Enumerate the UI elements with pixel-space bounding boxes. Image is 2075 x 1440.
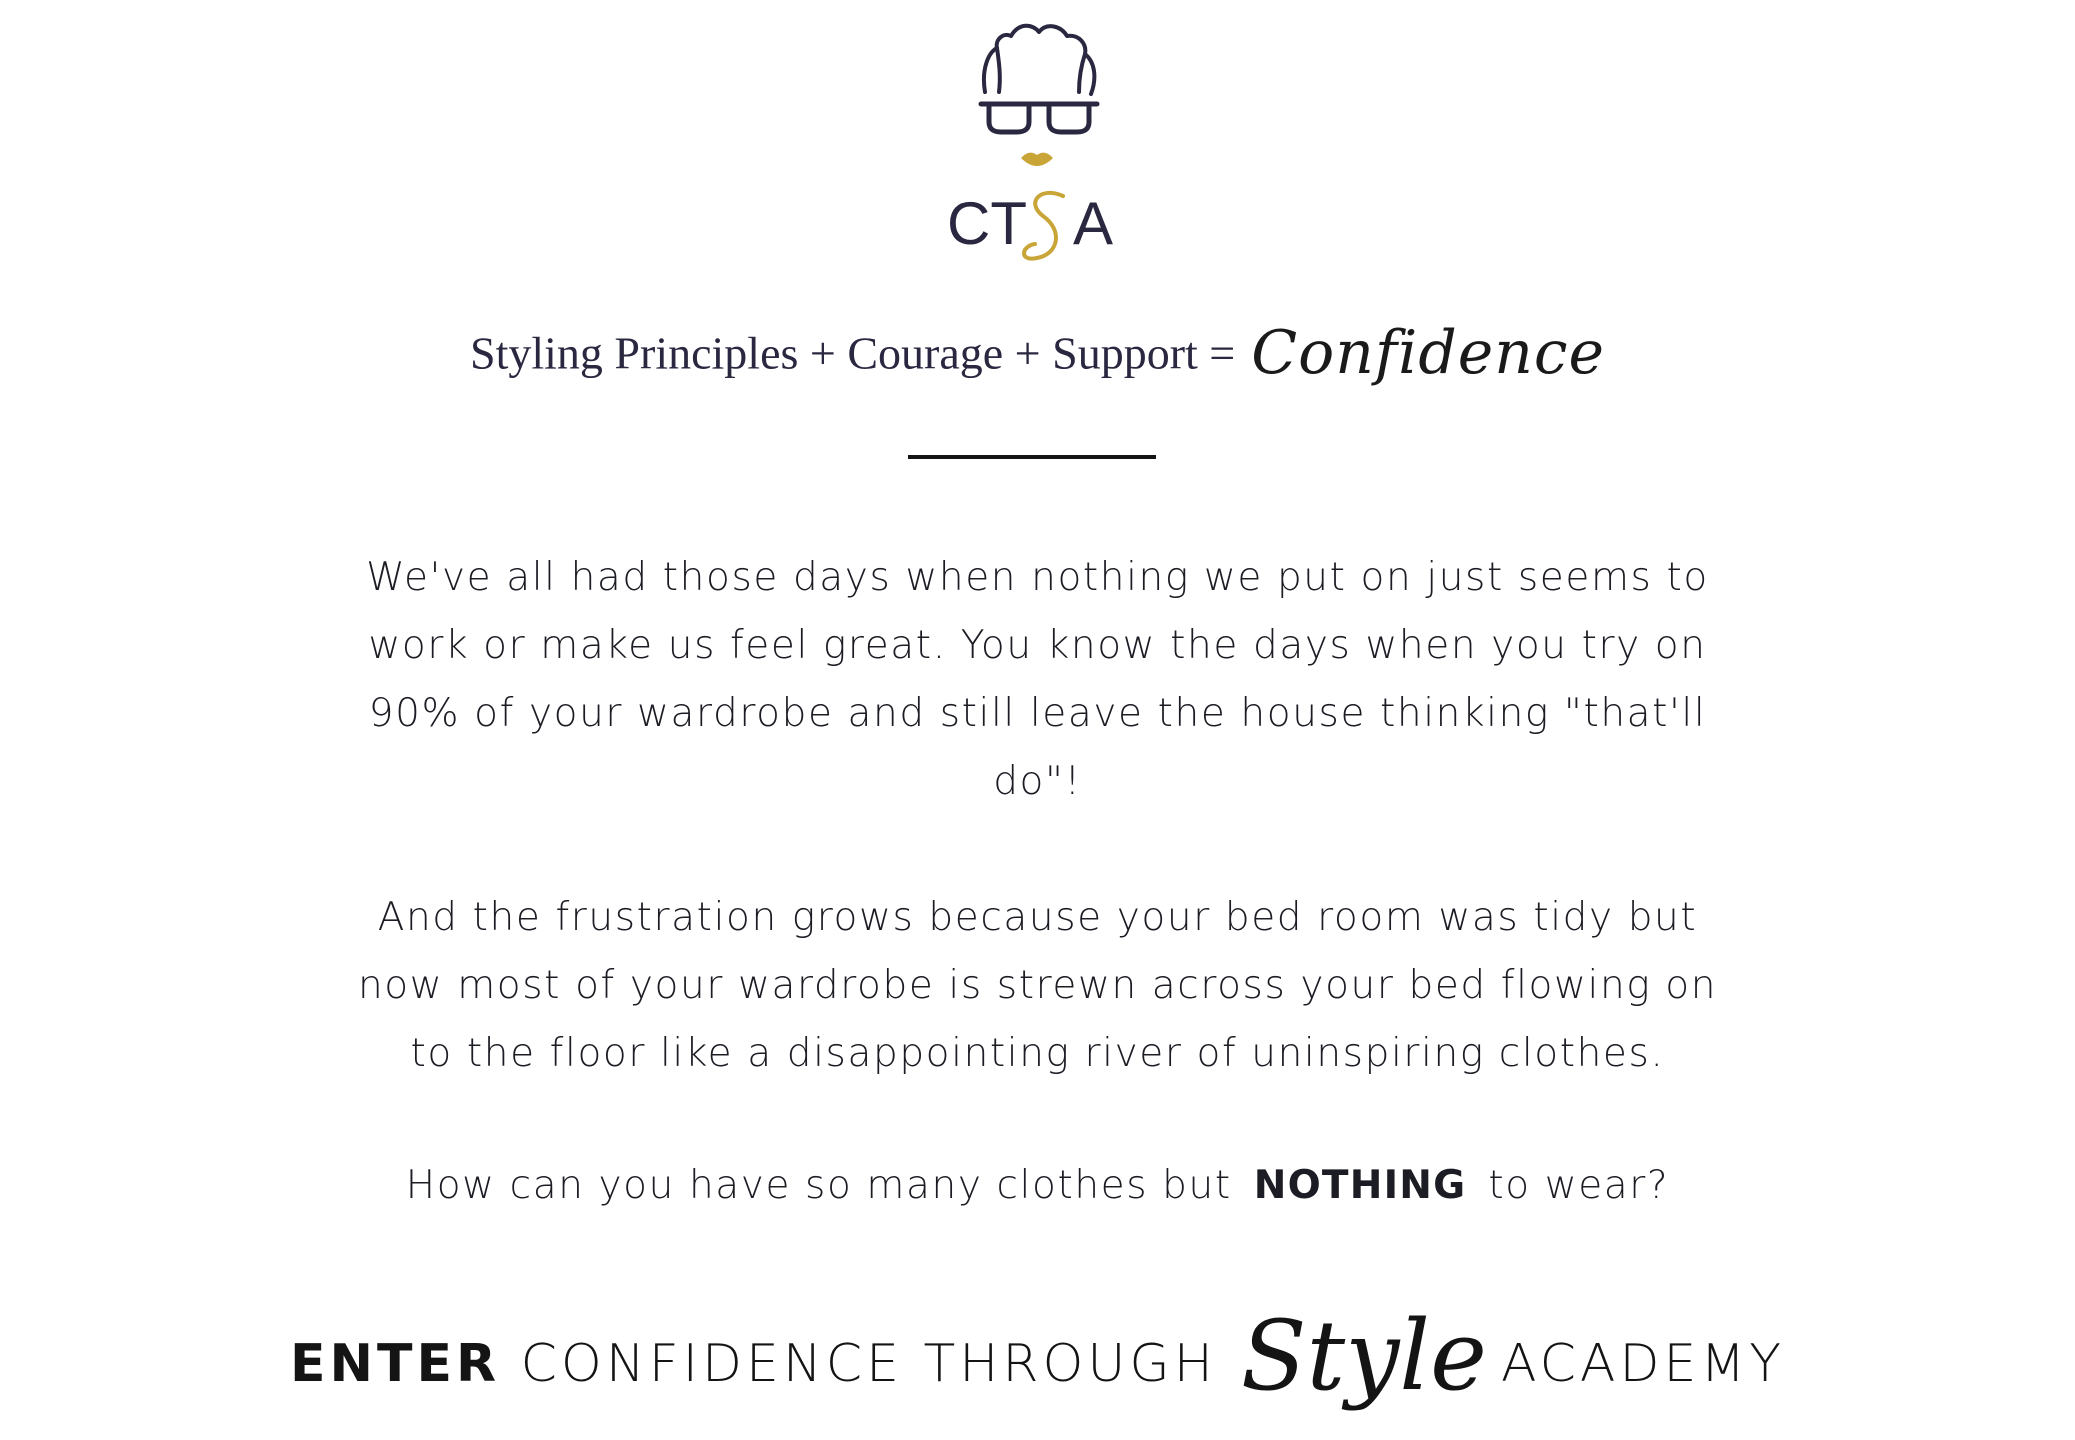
- tagline: [0, 318, 2075, 388]
- question-after: to wear?: [1488, 1163, 1670, 1208]
- question-line: [350, 1152, 1725, 1220]
- face-with-glasses-logo-icon: [981, 26, 1097, 166]
- logo-letters-a: A: [1073, 190, 1114, 257]
- tagline-formula: Styling Principles + Courage + Support =: [470, 327, 1236, 379]
- intro-paragraph: We've all had those days when nothing we put on just seems to work or make us feel great. You know the days when you try on 90% of your wardrobe and still leave the house thinking "that'll do"!: [366, 555, 1709, 804]
- cta-enter: ENTER: [289, 1334, 501, 1394]
- ctsa-logo: [937, 18, 1137, 268]
- question-emphasis: NOTHING: [1253, 1163, 1467, 1208]
- divider: [908, 455, 1156, 459]
- academy-banner: [0, 1300, 2075, 1412]
- logo-letters-ct: CT: [947, 190, 1027, 257]
- tagline-script-word: Confidence: [1251, 318, 1605, 388]
- cta-middle: CONFIDENCE THROUGH: [520, 1334, 1217, 1394]
- frustration-paragraph: And the frustration grows because your bed room was tidy but now most of your wardrobe is strewn across your bed flowing on to the floor like a disappointing river of uninspiring clothes.: [357, 895, 1718, 1076]
- cta-script-word: Style: [1240, 1300, 1487, 1412]
- question-before: How can you have so many clothes but: [405, 1163, 1232, 1208]
- logo-script-s-icon: [1024, 193, 1063, 259]
- cta-end: ACADEMY: [1500, 1334, 1786, 1394]
